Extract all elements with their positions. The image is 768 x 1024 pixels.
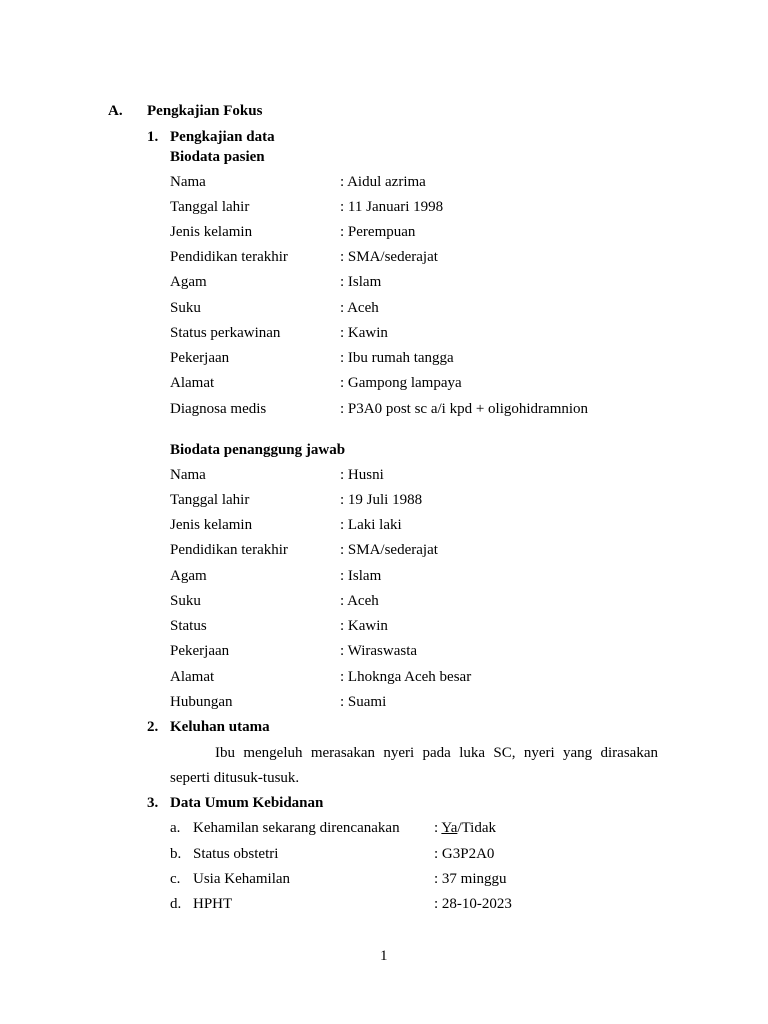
page-number: 1 xyxy=(380,948,388,964)
guardian-row-label: Jenis kelamin xyxy=(170,517,253,533)
patient-row-label: Diagnosa medis xyxy=(170,401,267,417)
obstetric-letter: a. xyxy=(170,820,181,836)
item-2-number: 2. xyxy=(147,719,159,735)
patient-row-value: : Ibu rumah tangga xyxy=(340,350,454,366)
complaint-line-2: seperti ditusuk-tusuk. xyxy=(170,770,300,786)
item-1-title: Pengkajian data xyxy=(170,129,275,145)
guardian-row-value: : Islam xyxy=(340,568,382,584)
obstetric-letter: d. xyxy=(170,896,182,912)
patient-row-label: Alamat xyxy=(170,375,215,391)
guardian-row-value: : Suami xyxy=(340,694,387,710)
guardian-row-label: Status xyxy=(170,618,207,634)
patient-row-label: Suku xyxy=(170,300,201,316)
obstetric-label: Usia Kehamilan xyxy=(193,871,291,887)
obstetric-value: : G3P2A0 xyxy=(434,846,495,862)
obstetric-value-planned xyxy=(434,819,496,837)
guardian-row-value: : Wiraswasta xyxy=(340,643,418,659)
guardian-row-label: Agam xyxy=(170,568,207,584)
patient-row-label: Jenis kelamin xyxy=(170,224,253,240)
item-2-title: Keluhan utama xyxy=(170,719,270,735)
guardian-row-value: : Kawin xyxy=(340,618,388,634)
guardian-row-label: Nama xyxy=(170,467,206,483)
guardian-row-value: : SMA/sederajat xyxy=(340,542,438,558)
obstetric-label: HPHT xyxy=(193,896,233,912)
obstetric-label: Status obstetri xyxy=(193,846,279,862)
patient-row-label: Nama xyxy=(170,174,206,190)
obstetric-letter: c. xyxy=(170,871,181,887)
value-rest: /Tidak xyxy=(457,820,497,836)
guardian-row-label: Alamat xyxy=(170,669,215,685)
guardian-row-value: : Aceh xyxy=(340,593,379,609)
guardian-row-label: Hubungan xyxy=(170,694,233,710)
patient-row-value: : Aidul azrima xyxy=(340,174,426,190)
patient-row-value: : SMA/sederajat xyxy=(340,249,438,265)
patient-row-value: : P3A0 post sc a/i kpd + oligohidramnion xyxy=(340,401,589,417)
guardian-row-value: : Laki laki xyxy=(340,517,402,533)
guardian-row-label: Tanggal lahir xyxy=(170,492,250,508)
guardian-row-label: Suku xyxy=(170,593,201,609)
patient-row-label: Tanggal lahir xyxy=(170,199,250,215)
patient-row-label: Pendidikan terakhir xyxy=(170,249,288,265)
obstetric-value: : 28-10-2023 xyxy=(434,896,512,912)
patient-row-label: Pekerjaan xyxy=(170,350,230,366)
obstetric-letter: b. xyxy=(170,846,182,862)
guardian-row-label: Pendidikan terakhir xyxy=(170,542,288,558)
section-marker: A. xyxy=(108,103,123,119)
guardian-row-value: : 19 Juli 1988 xyxy=(340,492,423,508)
obstetric-label: Kehamilan sekarang direncanakan xyxy=(193,820,400,836)
patient-row-label: Agam xyxy=(170,274,207,290)
complaint-line-1: Ibu mengeluh merasakan nyeri pada luka SC, nyeri yang dirasakan xyxy=(215,745,658,761)
item-1-number: 1. xyxy=(147,129,159,145)
item-3-title: Data Umum Kebidanan xyxy=(170,795,324,811)
selected-option: Ya xyxy=(441,820,458,836)
patient-row-value: : Kawin xyxy=(340,325,388,341)
patient-row-value: : Perempuan xyxy=(340,224,416,240)
guardian-row-value: : Husni xyxy=(340,467,384,483)
obstetric-value: : 37 minggu xyxy=(434,871,507,887)
patient-row-value: : Aceh xyxy=(340,300,379,316)
section-title: Pengkajian Fokus xyxy=(147,103,263,119)
patient-row-value: : Islam xyxy=(340,274,382,290)
value-prefix: : xyxy=(434,820,442,836)
patient-heading: Biodata pasien xyxy=(170,149,265,165)
patient-row-label: Status perkawinan xyxy=(170,325,281,341)
guardian-row-value: : Lhoknga Aceh besar xyxy=(340,669,472,685)
patient-row-value: : 11 Januari 1998 xyxy=(340,199,444,215)
patient-row-value: : Gampong lampaya xyxy=(340,375,462,391)
item-3-number: 3. xyxy=(147,795,159,811)
guardian-row-label: Pekerjaan xyxy=(170,643,230,659)
guardian-heading: Biodata penanggung jawab xyxy=(170,442,346,458)
